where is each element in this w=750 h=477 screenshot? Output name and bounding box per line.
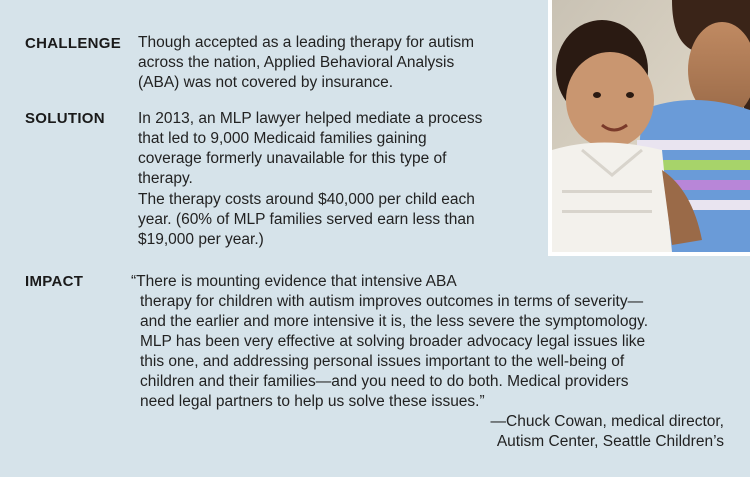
photo-illustration-icon: [552, 0, 750, 252]
solution-label: SOLUTION: [25, 110, 105, 127]
impact-quote: [131, 272, 731, 412]
challenge-text: [138, 33, 538, 93]
attribution-line: Autism Center, Seattle Children’s: [496, 433, 724, 450]
quote-line: need legal partners to help us solve these issues.”: [140, 393, 485, 410]
impact-label: IMPACT: [25, 273, 84, 290]
challenge-line: Though accepted as a leading therapy for autism: [138, 34, 475, 51]
quote-line: MLP has been very effective at solving broader advocacy legal issues like: [140, 333, 646, 350]
quote-line: “There is mounting evidence that intensive ABA: [131, 273, 457, 290]
quote-line: this one, and addressing personal issues important to the well-being of: [140, 353, 625, 370]
solution-line: coverage formerly unavailable for this type of: [138, 150, 447, 167]
solution-text-2: [138, 190, 538, 250]
photo-woman-and-child: [548, 0, 750, 256]
solution-line: In 2013, an MLP lawyer helped mediate a process: [138, 110, 483, 127]
quote-line: children and their families—and you need to do both. Medical providers: [140, 373, 629, 390]
challenge-label: CHALLENGE: [25, 35, 122, 52]
quote-line: and the earlier and more intensive it is, the less severe the symptomology.: [140, 313, 649, 330]
attribution-line: —Chuck Cowan, medical director,: [490, 413, 724, 430]
solution-line: The therapy costs around $40,000 per child each: [138, 191, 475, 208]
solution-line: that led to 9,000 Medicaid families gaining: [138, 130, 427, 147]
challenge-line: across the nation, Applied Behavioral Analysis: [138, 54, 455, 71]
quote-line: therapy for children with autism improves outcomes in terms of severity—: [140, 293, 644, 310]
quote-attribution: [491, 412, 724, 452]
solution-line: year. (60% of MLP families served earn less than: [138, 211, 475, 228]
challenge-line: (ABA) was not covered by insurance.: [138, 74, 394, 91]
solution-line: $19,000 per year.): [138, 231, 264, 248]
solution-text-1: [138, 109, 538, 189]
solution-line: therapy.: [138, 170, 193, 187]
